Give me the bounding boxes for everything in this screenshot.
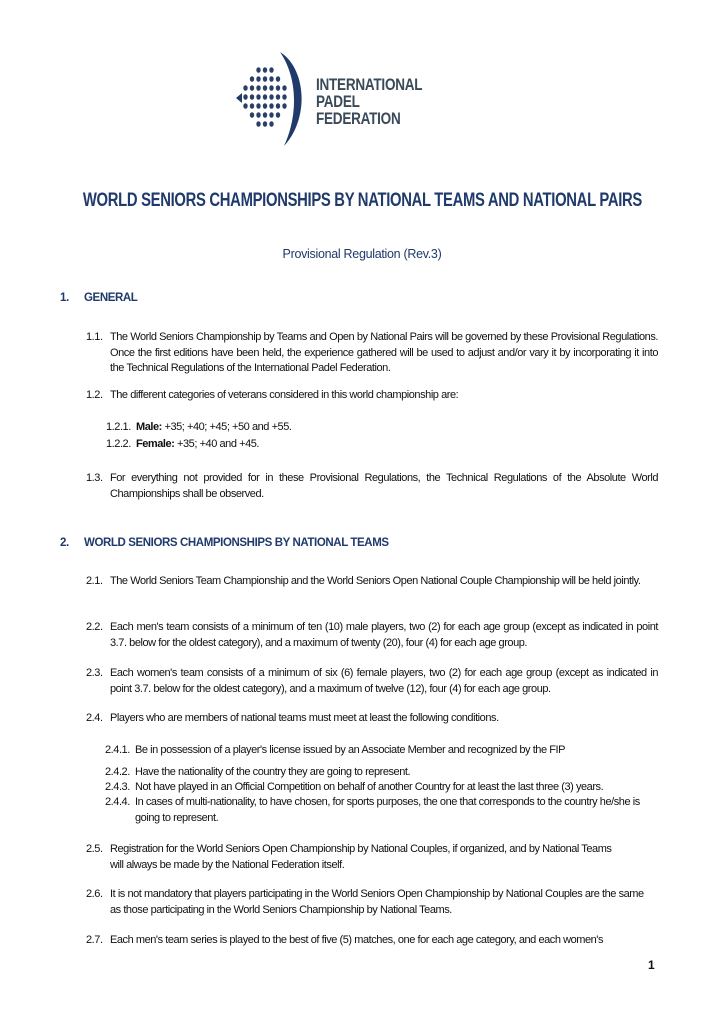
logo-dot: [243, 94, 247, 100]
logo-dot: [276, 103, 280, 109]
clause-1-2: 1.2. The different categories of veterans considered in this world championship are:: [86, 389, 459, 401]
logo-dot: [256, 94, 260, 100]
clause-2-3: 2.3. Each women's team consists of a minimum of six (6) female players, two (2) for each age group (except as indicated in point 3.7. below for the oldest category), and a maximum of twelve (12), four (4) for each age group.: [86, 667, 658, 695]
logo-line-2: PADEL: [316, 93, 360, 111]
logo-dot: [256, 85, 260, 91]
clause-2-5: 2.5. Registration for the World Seniors Open Championship by National Couples, if organized, and by National Teams will always be made by the National Federation itself.: [86, 843, 612, 871]
clause-2-4: 2.4. Players who are members of national teams must meet at least the following conditions.: [86, 712, 499, 724]
logo-dot: [250, 76, 254, 82]
logo-dot: [250, 103, 254, 109]
logo-dot: [263, 94, 267, 100]
logo-dot: [263, 85, 267, 91]
logo-dot: [269, 103, 273, 109]
clause-2-2: 2.2. Each men's team consists of a minimum of ten (10) male players, two (2) for each age group (except as indicated in point 3.7. below for the oldest category), and a maximum of twenty (20), four (4) for each age group.: [86, 621, 658, 649]
logo-dot: [282, 103, 286, 109]
logo-text: [316, 77, 422, 128]
clause-1-3: 1.3. For everything not provided for in these Provisional Regulations, the Technical Regulations of the Absolute World Championships shall be observed.: [86, 472, 658, 500]
logo-dot: [269, 67, 273, 73]
document-title: WORLD SENIORS CHAMPIONSHIPS BY NATIONAL TEAMS AND NATIONAL PAIRS: [82, 190, 642, 211]
logo-dot: [269, 121, 273, 127]
clause-1-2-1: 1.2.1. Male: +35; +40; +45; +50 and +55.: [106, 421, 292, 433]
logo-dot: [282, 94, 286, 100]
ipf-logo: [228, 48, 448, 148]
logo-dot: [269, 85, 273, 91]
logo-dot: [276, 85, 280, 91]
logo-dot: [282, 85, 286, 91]
document-subtitle: Provisional Regulation (Rev.3): [282, 247, 442, 261]
logo-dot: [263, 76, 267, 82]
logo-dot: [250, 112, 254, 118]
logo-dot: [243, 103, 247, 109]
logo-dot: [276, 112, 280, 118]
clause-2-1: 2.1. The World Seniors Team Championship and the World Seniors Open National Couple Championship will be held jointly.: [86, 575, 641, 587]
logo-dot: [256, 76, 260, 82]
logo-dot: [263, 112, 267, 118]
clause-2-4-4: 2.4.4. In cases of multi-nationality, to have chosen, for sports purposes, the one that corresponds to the country he/she is going to represent.: [105, 796, 640, 824]
page-number: 1: [648, 958, 655, 972]
logo-dot: [269, 76, 273, 82]
logo-dot: [256, 67, 260, 73]
logo-dot: [250, 85, 254, 91]
logo-dot: [256, 112, 260, 118]
logo-dot: [269, 94, 273, 100]
clause-1-2-2: 1.2.2. Female: +35; +40 and +45.: [106, 438, 260, 450]
clause-2-4-3: 2.4.3. Not have played in an Official Competition on behalf of another Country for at least the last three (3) years.: [105, 781, 604, 793]
padel-ball-icon: [228, 48, 318, 148]
logo-dot: [269, 112, 273, 118]
logo-dot: [243, 85, 247, 91]
logo-dot: [263, 67, 267, 73]
logo-dot: [263, 121, 267, 127]
clause-2-4-1: 2.4.1. Be in possession of a player's license issued by an Associate Member and recognized by the FIP: [105, 744, 566, 756]
logo-dot: [256, 103, 260, 109]
logo-dot: [276, 94, 280, 100]
logo-dot: [276, 76, 280, 82]
logo-line-3: FEDERATION: [316, 110, 401, 128]
logo-dot: [250, 94, 254, 100]
section-heading-general: 1. GENERAL: [60, 292, 138, 304]
clause-1-1: 1.1. The World Seniors Championship by Teams and Open by National Pairs will be governed by these Provisional Regulations. Once the first editions have been held, the experience gathered will be used to adjust and/or vary it by incorporating it into the Technical Regulations of the International Padel Federation.: [86, 331, 658, 374]
logo-line-1: INTERNATIONAL: [316, 76, 423, 94]
logo-dot: [263, 103, 267, 109]
clause-2-6: 2.6. It is not mandatory that players participating in the World Seniors Open Championship by National Couples are the same as those participating in the World Seniors Championship by National Teams.: [86, 888, 644, 916]
clause-2-4-2: 2.4.2. Have the nationality of the country they are going to represent.: [105, 766, 411, 778]
clause-2-7: 2.7. Each men's team series is played to the best of five (5) matches, one for each age category, and each women's: [86, 934, 604, 946]
logo-dot: [256, 121, 260, 127]
section-heading-national-teams: 2. WORLD SENIORS CHAMPIONSHIPS BY NATIONAL TEAMS: [60, 537, 389, 549]
